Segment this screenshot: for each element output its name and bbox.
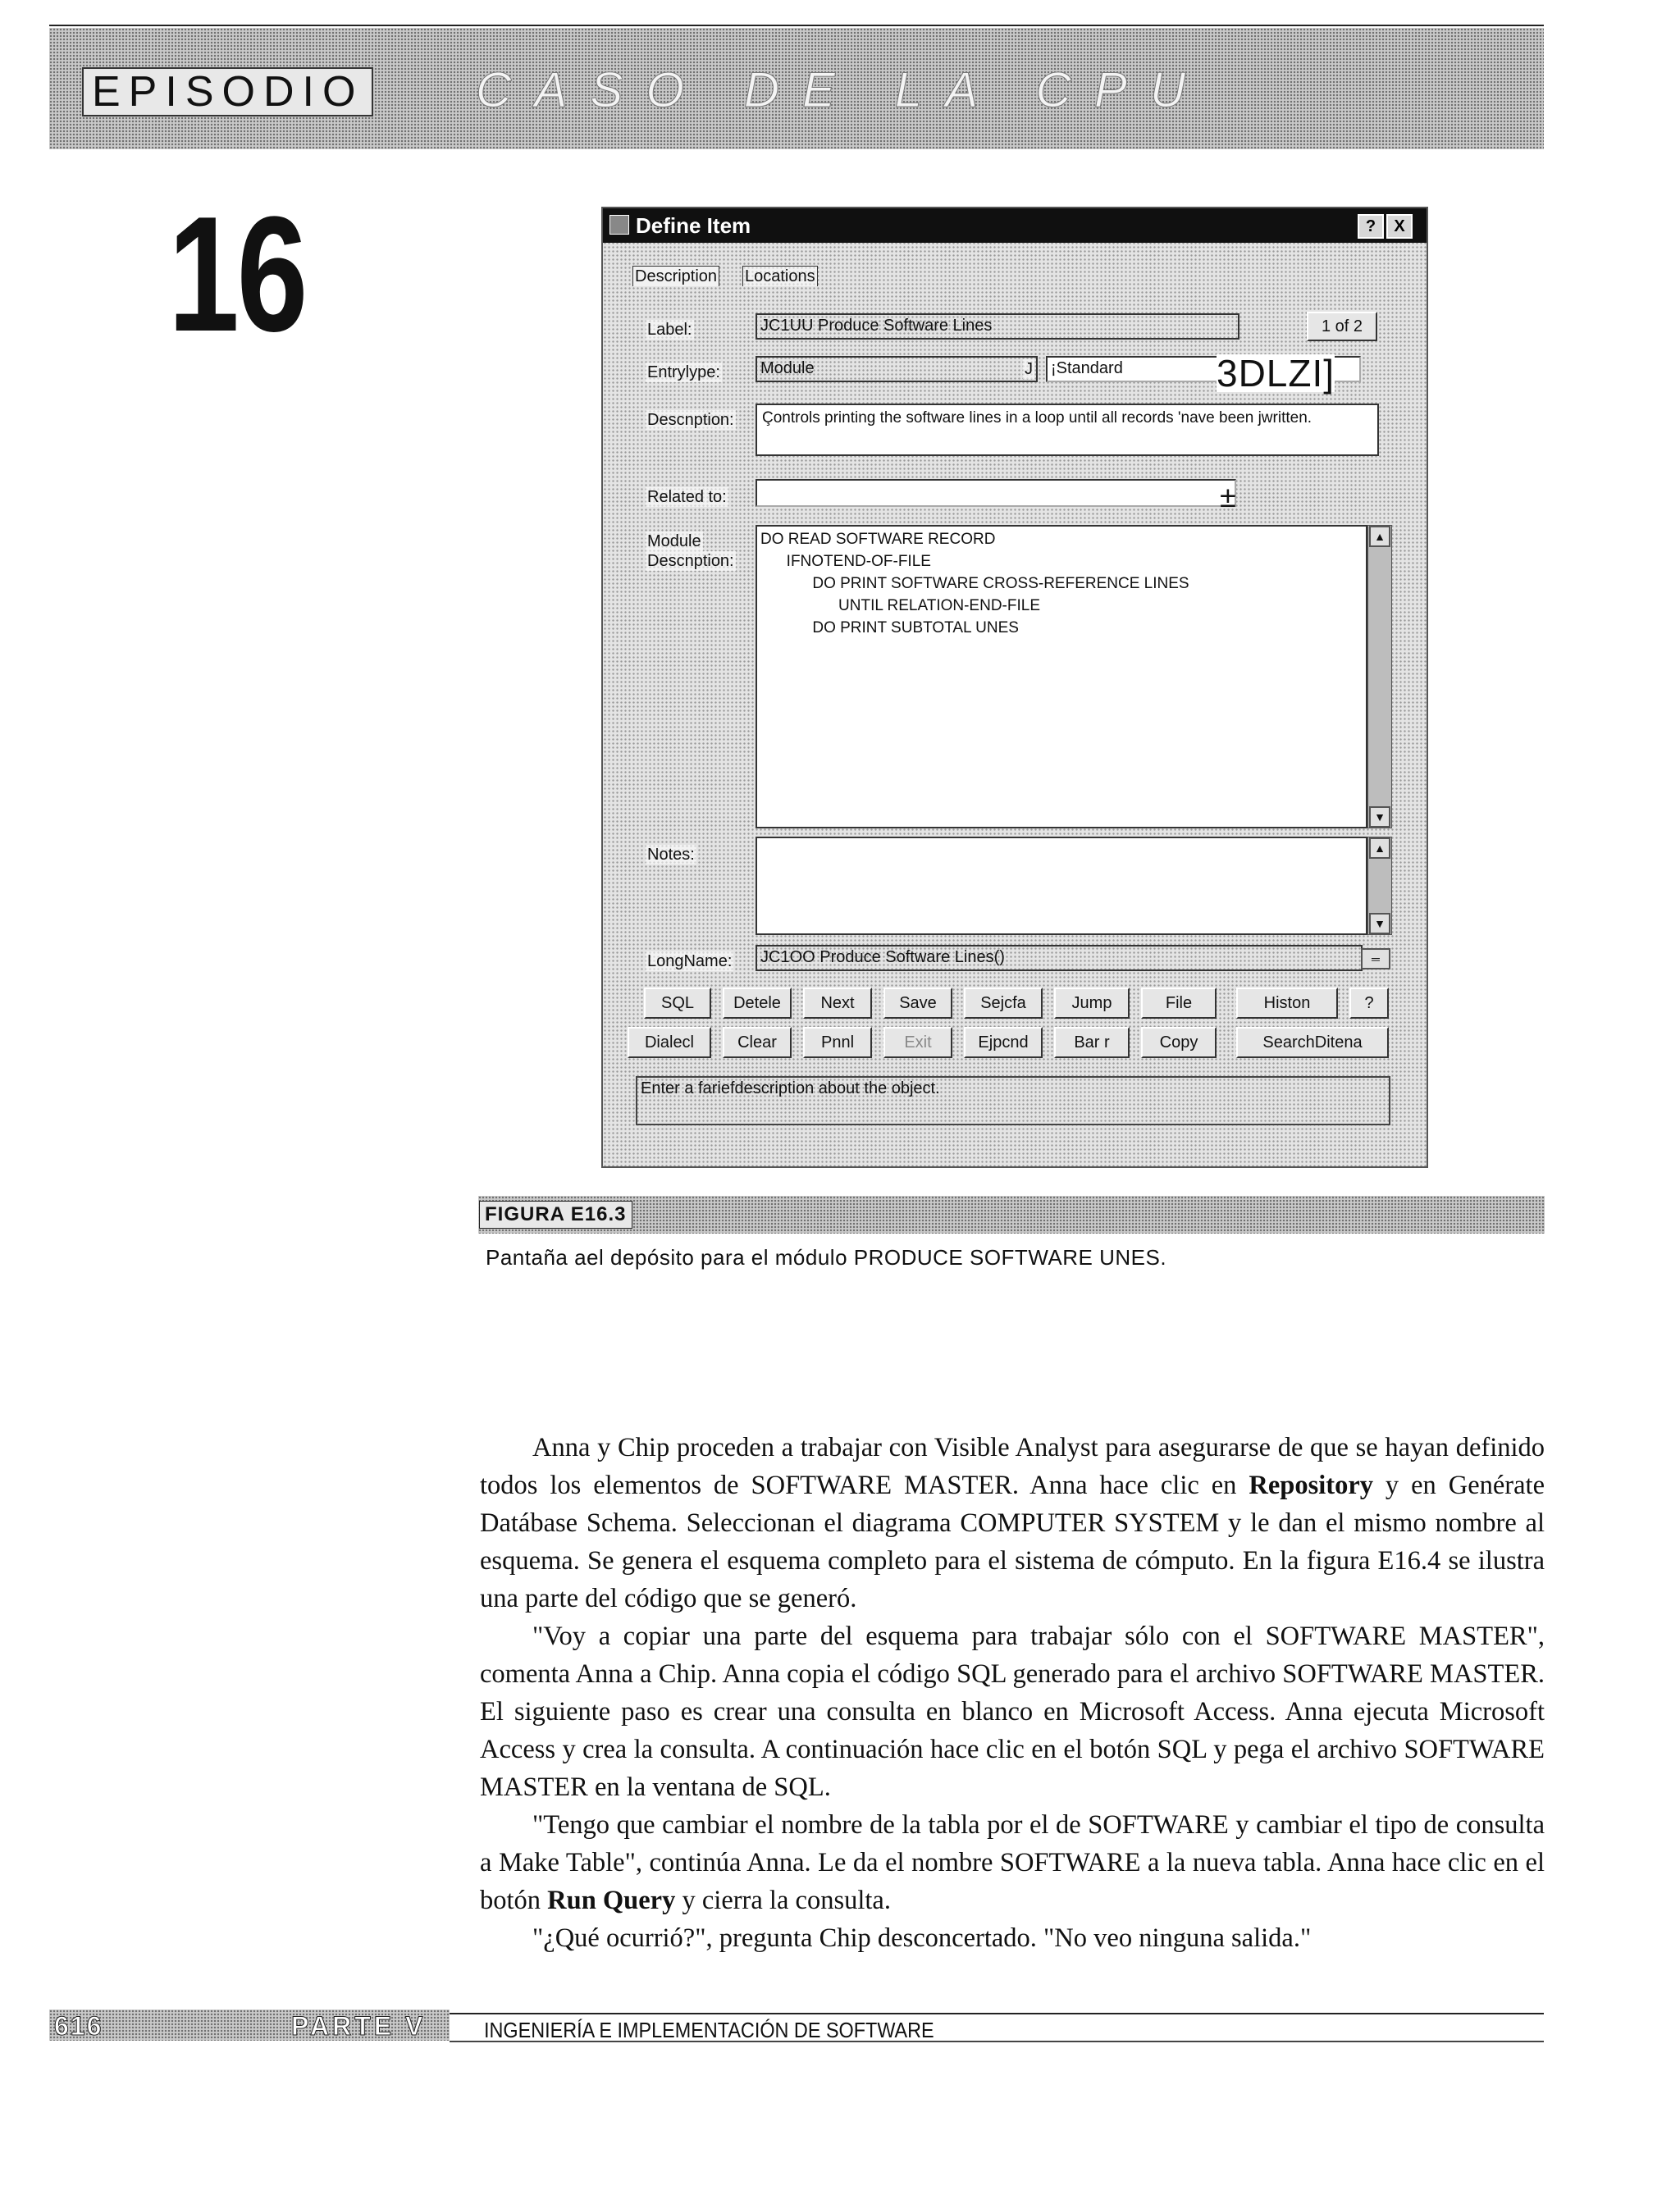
notes-field[interactable]: [756, 837, 1367, 935]
next-button[interactable]: Next: [803, 988, 872, 1019]
repository-term: Repository: [1249, 1471, 1373, 1500]
long-name-button[interactable]: ═: [1361, 948, 1390, 969]
chapter-number: 16: [168, 183, 306, 366]
search-criteria-button[interactable]: SearchDitena: [1236, 1027, 1389, 1058]
print-button[interactable]: Pnnl: [803, 1027, 872, 1058]
section-title: INGENIERÍA E IMPLEMENTACIÓN DE SOFTWARE: [484, 2018, 934, 2042]
help-button[interactable]: ?: [1358, 214, 1384, 239]
paragraph: "¿Qué ocurrió?", pregunta Chip desconcertado. "No veo ninguna salida.": [532, 1923, 1312, 1953]
copy-button[interactable]: Copy: [1141, 1027, 1217, 1058]
paragraph: "Voy a copiar una parte del esquema para trabajar sólo con el SOFTWARE MASTER", comenta Anna a Chip. Anna copia el código SQL generado para el archivo SOFTWARE MASTER. El siguiente paso es crear una consulta en blanco en Microsoft Access. Anna ejecuta Microsoft Access y crea la consulta. A continuación hace clic en el botón SQL y pega el archivo SOFTWARE MASTER en la ventana de SQL.: [480, 1622, 1545, 1802]
clear-button[interactable]: Clear: [723, 1027, 792, 1058]
description-label: Descnption:: [647, 411, 734, 429]
figure-label: FIGURA E16.3: [479, 1201, 632, 1229]
long-name-field[interactable]: JC1OO Produce Software Lines(): [756, 945, 1363, 971]
part-label: PARTE V: [291, 2011, 427, 2041]
dialog-titlebar: [603, 208, 1427, 243]
tab-locations[interactable]: Locations: [742, 266, 818, 286]
paragraph: "Tengo que cambiar el nombre de la tabla por el de SOFTWARE y cambiar el tipo de consulta a Make Table", continúa Anna. Le da el nombre SOFTWARE a la nueva tabla. Anna hace clic en el botón Run Query y cierra la consulta.: [480, 1810, 1545, 1915]
dialog-title: Define Item: [636, 213, 751, 238]
scroll-up-icon[interactable]: ▲: [1369, 526, 1390, 547]
define-item-dialog: [601, 207, 1428, 1168]
label-field[interactable]: JC1UU Produce Software Lines: [756, 313, 1239, 340]
figure-band: [478, 1196, 1545, 1234]
history-button[interactable]: Histon: [1236, 988, 1338, 1019]
module-line: DO PRINT SUBTOTAL UNES: [760, 619, 1019, 636]
module-line: DO PRINT SOFTWARE CROSS-REFERENCE LINES: [760, 575, 1189, 592]
app-icon: [609, 215, 629, 235]
label-label: Label:: [647, 321, 692, 339]
save-button[interactable]: Save: [883, 988, 952, 1019]
run-query-term: Run Query: [547, 1886, 676, 1915]
expand-button[interactable]: Ejpcnd: [964, 1027, 1043, 1058]
entry-type-select[interactable]: Module: [756, 356, 1038, 382]
module-line: IFNOTEND-OF-FILE: [760, 553, 931, 570]
exit-button[interactable]: Exit: [883, 1027, 952, 1058]
help-question-button[interactable]: ?: [1349, 988, 1389, 1019]
body-text: [480, 1429, 1545, 1957]
episode-label: EPISODIO: [82, 67, 373, 116]
jump-button[interactable]: Jump: [1054, 988, 1130, 1019]
module-description-field[interactable]: [756, 525, 1367, 828]
scroll-down-icon[interactable]: ▼: [1369, 913, 1390, 934]
dialect-button[interactable]: Dialecl: [628, 1027, 711, 1058]
search-button[interactable]: Sejcfa: [964, 988, 1043, 1019]
module-scrollbar[interactable]: [1367, 525, 1392, 828]
delete-button[interactable]: Detele: [723, 988, 792, 1019]
notes-scrollbar[interactable]: [1367, 837, 1392, 935]
tab-description[interactable]: Description: [632, 266, 719, 286]
module-label: Module: [647, 532, 701, 550]
sql-button[interactable]: SQL: [644, 988, 711, 1019]
close-button[interactable]: X: [1386, 214, 1413, 239]
paragraph: Anna y Chip proceden a trabajar con Visible Analyst para asegurarse de que se hayan definido todos los elementos de SOFTWARE MASTER. Anna hace clic en Repository y en Genérate Datábase Schema. Seleccionan el diagrama COMPUTER SYSTEM y le dan el mismo nombre al esquema. Se genera el esquema completo para el sistema de cómputo. En la figura E16.4 se ilustra una parte del código que se generó.: [480, 1433, 1545, 1613]
long-name-label: LongName:: [647, 952, 733, 970]
scroll-up-icon[interactable]: ▲: [1369, 837, 1390, 859]
entry-type-label: Entrylype:: [647, 363, 720, 381]
standard-code: 3DLZI]: [1217, 352, 1335, 395]
case-title: CASO DE LA CPU: [476, 62, 1209, 117]
file-button[interactable]: File: [1141, 988, 1217, 1019]
entry-type-dropdown-icon[interactable]: J: [1025, 360, 1033, 378]
module-line: DO READ SOFTWARE RECORD: [760, 531, 996, 548]
page-number: 616: [54, 2011, 103, 2041]
add-related-icon[interactable]: ±: [1220, 480, 1236, 513]
page-indicator[interactable]: 1 of 2: [1307, 312, 1377, 341]
module-description-label: Descnption:: [647, 552, 734, 570]
footer-top-rule: [450, 2013, 1544, 2014]
bar-button[interactable]: Bar r: [1054, 1027, 1130, 1058]
related-to-field[interactable]: [756, 479, 1236, 507]
description-field[interactable]: Çontrols printing the software lines in a loop until all records 'nave been jwritten.: [756, 404, 1379, 456]
standard-field[interactable]: ¡Standard: [1046, 356, 1361, 382]
scroll-down-icon[interactable]: ▼: [1369, 806, 1390, 828]
header-top-rule: [49, 25, 1544, 26]
related-to-label: Related to:: [647, 488, 727, 506]
figure-caption: Pantaña ael depósito para el módulo PRODUCE SOFTWARE UNES.: [486, 1245, 1167, 1270]
module-line: UNTIL RELATION-END-FILE: [760, 597, 1040, 614]
status-bar: Enter a fariefdescription about the object.: [636, 1076, 1390, 1125]
notes-label: Notes:: [647, 846, 695, 864]
